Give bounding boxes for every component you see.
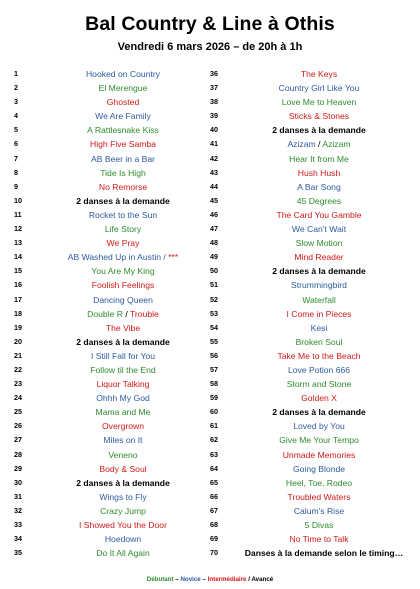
- legend-item: Avancé: [251, 576, 274, 583]
- track-number: 42: [210, 153, 218, 163]
- dance-title: [232, 433, 406, 447]
- track-number: 56: [210, 350, 218, 360]
- dance-title-part: You Are My King: [91, 266, 155, 277]
- playlist-column-left: [14, 67, 210, 560]
- dance-title: [232, 335, 406, 349]
- page-title: Bal Country & Line à Othis: [85, 13, 335, 35]
- dance-title: [232, 109, 406, 123]
- track-number: 55: [210, 336, 218, 346]
- dance-title: [36, 250, 210, 264]
- dance-title-part: Body & Soul: [99, 463, 147, 474]
- track-number: 31: [14, 491, 22, 501]
- playlist-row: [210, 166, 406, 180]
- track-number: 38: [210, 97, 218, 107]
- dance-title-part: Azizam: [322, 139, 351, 150]
- playlist-row: [14, 476, 210, 490]
- dance-title: [36, 109, 210, 123]
- dance-title: [232, 123, 406, 137]
- dance-title-part: Waterfall: [302, 294, 336, 305]
- playlist-row: [14, 448, 210, 462]
- dance-title: [232, 462, 406, 476]
- track-number: 11: [14, 209, 22, 219]
- playlist-row: [14, 250, 210, 264]
- track-number: 50: [210, 266, 218, 276]
- track-number: 59: [210, 393, 218, 403]
- dance-title: [232, 152, 406, 166]
- dance-title: [232, 363, 406, 377]
- dance-title: [36, 123, 210, 137]
- playlist-row: [210, 180, 406, 194]
- legend-item: –: [200, 576, 208, 583]
- track-number: 28: [14, 449, 22, 459]
- playlist-row: [14, 67, 210, 81]
- dance-title-part: Love Potion 666: [287, 364, 351, 375]
- dance-title-part: Take Me to the Beach: [277, 350, 361, 361]
- playlist-row: [14, 391, 210, 405]
- track-number: 19: [14, 322, 22, 332]
- playlist-row: [14, 307, 210, 321]
- track-number: 32: [14, 505, 22, 515]
- dance-title: [36, 419, 210, 433]
- dance-title-part: 2 danses à la demande: [76, 336, 170, 347]
- playlist-row: [14, 137, 210, 151]
- track-number: 58: [210, 379, 218, 389]
- dance-title-part: No Time to Talk: [289, 534, 349, 545]
- dance-title-part: The Card You Gamble: [276, 209, 362, 220]
- dance-title-part: I Come in Pieces: [286, 308, 352, 319]
- track-number: 17: [14, 294, 22, 304]
- dance-title-part: Loved by You: [293, 421, 345, 432]
- dance-title: [36, 236, 210, 250]
- dance-title: [232, 307, 406, 321]
- track-number: 26: [14, 421, 22, 431]
- track-number: 44: [210, 181, 218, 191]
- playlist-row: [210, 419, 406, 433]
- dance-title-part: We Pray: [106, 238, 140, 249]
- dance-title: [232, 278, 406, 292]
- playlist-row: [14, 433, 210, 447]
- dance-title-part: A Rattlesnake Kiss: [87, 125, 159, 136]
- playlist-column-right: [210, 67, 406, 560]
- playlist-row: [210, 546, 406, 560]
- playlist-row: [210, 123, 406, 137]
- track-number: 62: [210, 435, 218, 445]
- track-number: 48: [210, 238, 218, 248]
- track-number: 7: [14, 153, 18, 163]
- dance-title: [232, 180, 406, 194]
- track-number: 40: [210, 125, 218, 135]
- dance-title-part: We Can't Wait: [291, 224, 347, 235]
- dance-title-part: 2 danses à la demande: [272, 125, 366, 136]
- dance-title: [230, 546, 418, 560]
- playlist-row: [210, 391, 406, 405]
- track-number: 51: [210, 280, 218, 290]
- dance-title: [232, 137, 406, 151]
- playlist-row: [210, 462, 406, 476]
- dance-title-part: Overgrown: [101, 421, 145, 432]
- dance-title: [36, 462, 210, 476]
- dance-title: [36, 476, 210, 490]
- legend-item: –: [173, 576, 181, 583]
- dance-title-part: Veneno: [108, 449, 138, 460]
- dance-title: [232, 95, 406, 109]
- dance-title: [232, 405, 406, 419]
- track-number: 67: [210, 505, 218, 515]
- playlist-row: [14, 264, 210, 278]
- dance-title: [232, 81, 406, 95]
- dance-title-part: Broken Soul: [295, 336, 343, 347]
- track-number: 60: [210, 407, 218, 417]
- track-number: 20: [14, 336, 22, 346]
- dance-title-part: Foolish Feelings: [91, 280, 155, 291]
- dance-title: [36, 278, 210, 292]
- dance-title: [232, 208, 406, 222]
- track-number: 63: [210, 449, 218, 459]
- dance-title-part: Kesi: [310, 322, 328, 333]
- track-number: 49: [210, 252, 218, 262]
- dance-title: [36, 504, 210, 518]
- track-number: 34: [14, 534, 22, 544]
- track-number: 12: [14, 224, 22, 234]
- playlist-row: [210, 208, 406, 222]
- playlist-row: [210, 349, 406, 363]
- track-number: 8: [14, 167, 18, 177]
- playlist-row: [14, 490, 210, 504]
- dance-title-part: 2 danses à la demande: [76, 195, 170, 206]
- track-number: 2: [14, 83, 18, 93]
- playlist-row: [210, 194, 406, 208]
- dance-title-part: A Bar Song: [297, 181, 341, 192]
- track-number: 64: [210, 463, 218, 473]
- playlist-row: [210, 307, 406, 321]
- track-number: 30: [14, 477, 22, 487]
- dance-title: [232, 67, 406, 81]
- playlist-row: [210, 236, 406, 250]
- dance-title-part: El Merengue: [98, 83, 148, 94]
- playlist-row: [14, 335, 210, 349]
- playlist-row: [210, 433, 406, 447]
- dance-title-part: No Remorse: [98, 181, 148, 192]
- dance-title-part: Mind Reader: [294, 252, 344, 263]
- dance-title-part: Miles on It: [103, 435, 143, 446]
- dance-title-part: AB Beer in a Bar: [90, 153, 155, 164]
- playlist-row: [210, 152, 406, 166]
- playlist-row: [210, 504, 406, 518]
- dance-title: [36, 264, 210, 278]
- playlist-row: [210, 363, 406, 377]
- dance-title: [232, 222, 406, 236]
- dance-title-part: Azizam: [287, 139, 316, 150]
- playlist-row: [210, 222, 406, 236]
- dance-title-part: 2 danses à la demande: [76, 477, 170, 488]
- dance-title: [232, 321, 406, 335]
- dance-title-part: Double R: [87, 308, 123, 319]
- dance-title-part: Hooked on Country: [85, 69, 161, 79]
- dance-title-part: Dancing Queen: [93, 294, 153, 305]
- dance-title: [36, 208, 210, 222]
- playlist-row: [14, 278, 210, 292]
- playlist-row: [210, 109, 406, 123]
- dance-title: [232, 264, 406, 278]
- track-number: 27: [14, 435, 22, 445]
- track-number: 24: [14, 393, 22, 403]
- dance-title-part: Ghosted: [106, 97, 140, 108]
- dance-title-part: Rocket to the Sun: [88, 209, 158, 220]
- playlist-row: [14, 462, 210, 476]
- track-number: 3: [14, 97, 18, 107]
- dance-title-part: Hear It from Me: [289, 153, 349, 164]
- dance-title-part: Storm and Stone: [286, 379, 352, 390]
- dance-title-part: Sticks & Stones: [288, 111, 350, 122]
- track-number: 66: [210, 491, 218, 501]
- dance-title: [36, 377, 210, 391]
- track-number: 18: [14, 308, 22, 318]
- dance-title-part: Wings to Fly: [99, 491, 147, 502]
- dance-title-part: 2 danses à la demande: [272, 266, 366, 277]
- track-number: 39: [210, 111, 218, 121]
- dance-title: [232, 532, 406, 546]
- dance-title: [36, 81, 210, 95]
- dance-title-part: Follow til the End: [90, 364, 156, 375]
- dance-title-part: Golden X: [301, 393, 337, 404]
- dance-title-part: I Showed You the Door: [79, 520, 167, 530]
- track-number: 35: [14, 548, 22, 558]
- track-number: 47: [210, 224, 218, 234]
- dance-title: [36, 433, 210, 447]
- track-number: 41: [210, 139, 218, 149]
- dance-title: [36, 335, 210, 349]
- track-number: 54: [210, 322, 218, 332]
- track-number: 13: [14, 238, 22, 248]
- playlist-row: [210, 490, 406, 504]
- playlist-row: [14, 152, 210, 166]
- track-number: 36: [210, 69, 218, 78]
- dance-title: [232, 349, 406, 363]
- dance-title-part: AB Washed Up in Austin /: [67, 252, 169, 263]
- track-number: 14: [14, 252, 22, 262]
- dance-title: [36, 405, 210, 419]
- dance-title: [36, 222, 210, 236]
- track-number: 45: [210, 195, 218, 205]
- dance-title: [232, 518, 406, 532]
- playlist-row: [210, 278, 406, 292]
- dance-title-part: Do It All Again: [96, 548, 150, 559]
- dance-title-part: Heel, Toe, Rodeo: [285, 477, 353, 488]
- playlist-row: [210, 81, 406, 95]
- dance-title: [36, 448, 210, 462]
- playlist-row: [14, 546, 210, 560]
- dance-title: [36, 293, 210, 307]
- playlist-row: [210, 448, 406, 462]
- dance-title: [232, 194, 406, 208]
- dance-title: [36, 194, 210, 208]
- playlist-row: [14, 194, 210, 208]
- dance-title: [36, 321, 210, 335]
- dance-title: [36, 546, 210, 560]
- dance-title-part: 2 danses à la demande: [272, 407, 366, 418]
- dance-title-part: High Five Samba: [90, 139, 156, 150]
- dance-title-part: The Vibe: [105, 322, 141, 333]
- track-number: 22: [14, 364, 22, 374]
- playlist-row: [210, 264, 406, 278]
- dance-title: [232, 377, 406, 391]
- track-number: 37: [210, 83, 218, 93]
- dance-title-part: The Keys: [300, 69, 338, 79]
- track-number: 1: [14, 69, 18, 78]
- playlist-row: [14, 95, 210, 109]
- dance-title-part: Hush Hush: [297, 167, 341, 178]
- legend-item: Novice: [180, 576, 201, 583]
- dance-title-part: Danses à la demande selon le timing…: [244, 548, 404, 559]
- playlist-row: [14, 363, 210, 377]
- dance-title-part: Strummingbird: [291, 280, 347, 291]
- dance-title: [232, 504, 406, 518]
- dance-title-part: Life Story: [104, 224, 142, 235]
- legend-item: Intermédiaire: [207, 576, 247, 583]
- track-number: 5: [14, 125, 18, 135]
- playlist-row: [14, 518, 210, 532]
- playlist-row: [210, 518, 406, 532]
- track-number: 69: [210, 534, 218, 544]
- playlist-row: [14, 236, 210, 250]
- playlist-row: [210, 95, 406, 109]
- legend-item: /: [246, 576, 252, 583]
- dance-title: [36, 518, 210, 532]
- dance-title-part: Country Girl Like You: [278, 83, 360, 94]
- level-legend: [0, 576, 420, 583]
- dance-title: [36, 391, 210, 405]
- track-number: 52: [210, 294, 218, 304]
- playlist-row: [210, 476, 406, 490]
- dance-title: [36, 166, 210, 180]
- dance-title-part: I Still Fall for You: [90, 350, 155, 361]
- track-number: 46: [210, 209, 218, 219]
- dance-title-part: Give Me Your Tempo: [279, 435, 359, 446]
- track-number: 6: [14, 139, 18, 149]
- track-number: 57: [210, 364, 218, 374]
- dance-title: [36, 532, 210, 546]
- track-number: 43: [210, 167, 218, 177]
- playlist-row: [14, 377, 210, 391]
- dance-title-part: 45 Degrees: [296, 195, 342, 206]
- track-number: 25: [14, 407, 22, 417]
- playlist-row: [14, 532, 210, 546]
- dance-title-part: Trouble: [130, 308, 159, 319]
- dance-title-part: Unmade Memories: [282, 449, 356, 460]
- playlist-row: [14, 123, 210, 137]
- dance-title-part: We Are Family: [95, 111, 151, 122]
- track-number: 53: [210, 308, 218, 318]
- dance-title: [232, 293, 406, 307]
- track-number: 29: [14, 463, 22, 473]
- dance-title: [36, 490, 210, 504]
- track-number: 21: [14, 350, 22, 360]
- playlist-row: [14, 208, 210, 222]
- dance-title-part: /: [315, 139, 323, 150]
- playlist-row: [14, 419, 210, 433]
- playlist-row: [210, 377, 406, 391]
- dance-title: [36, 349, 210, 363]
- dance-title-part: /: [122, 308, 130, 319]
- dance-title: [232, 419, 406, 433]
- track-number: 9: [14, 181, 18, 191]
- playlist-row: [14, 504, 210, 518]
- dance-title: [36, 307, 210, 321]
- playlist-row: [14, 166, 210, 180]
- dance-title: [36, 180, 210, 194]
- track-number: 68: [210, 520, 218, 529]
- dance-title-part: Crazy Jump: [100, 505, 146, 516]
- track-number: 70: [210, 548, 218, 558]
- playlist-row: [14, 405, 210, 419]
- dance-title-part: Mama and Me: [95, 407, 151, 418]
- track-number: 61: [210, 421, 218, 431]
- dance-title: [232, 166, 406, 180]
- dance-title: [232, 250, 406, 264]
- dance-title: [232, 236, 406, 250]
- dance-title: [232, 490, 406, 504]
- dance-title-part: Slow Motion: [295, 238, 343, 249]
- dance-title-part: Love Me to Heaven: [281, 97, 357, 108]
- dance-title: [36, 67, 210, 81]
- dance-title-part: Calum's Rise: [293, 505, 345, 516]
- playlist-row: [14, 109, 210, 123]
- dance-title-part: ***: [168, 252, 179, 263]
- playlist-row: [210, 532, 406, 546]
- dance-title-part: Going Blonde: [292, 463, 346, 474]
- playlist-row: [14, 180, 210, 194]
- event-date-subtitle: Vendredi 6 mars 2026 – de 20h à 1h: [117, 41, 303, 53]
- playlist-row: [14, 222, 210, 236]
- playlist-row: [210, 321, 406, 335]
- dance-title-part: Ohhh My God: [96, 393, 150, 404]
- dance-title: [36, 152, 210, 166]
- track-number: 16: [14, 280, 22, 290]
- dance-title: [232, 448, 406, 462]
- track-number: 10: [14, 195, 22, 205]
- playlist-row: [14, 321, 210, 335]
- playlist-row: [210, 405, 406, 419]
- playlist-row: [210, 250, 406, 264]
- playlist-row: [210, 137, 406, 151]
- track-number: 4: [14, 111, 18, 121]
- dance-title-part: Tide Is High: [100, 167, 146, 178]
- playlist-row: [14, 349, 210, 363]
- playlist-row: [14, 81, 210, 95]
- track-number: 23: [14, 379, 22, 389]
- dance-title: [232, 391, 406, 405]
- track-number: 15: [14, 266, 22, 276]
- dance-title: [36, 95, 210, 109]
- legend-item: Débutant: [146, 576, 174, 583]
- track-number: 33: [14, 520, 22, 529]
- track-number: 65: [210, 477, 218, 487]
- dance-title: [232, 476, 406, 490]
- playlist-row: [14, 293, 210, 307]
- playlist-row: [210, 335, 406, 349]
- playlist-row: [210, 67, 406, 81]
- dance-title-part: Troubled Waters: [287, 491, 351, 502]
- dance-title: [36, 363, 210, 377]
- playlist-row: [210, 293, 406, 307]
- dance-title: [36, 137, 210, 151]
- dance-title-part: Hoedown: [104, 534, 142, 545]
- dance-title-part: 5 Divas: [304, 520, 334, 530]
- dance-title-part: Liquor Talking: [96, 379, 150, 390]
